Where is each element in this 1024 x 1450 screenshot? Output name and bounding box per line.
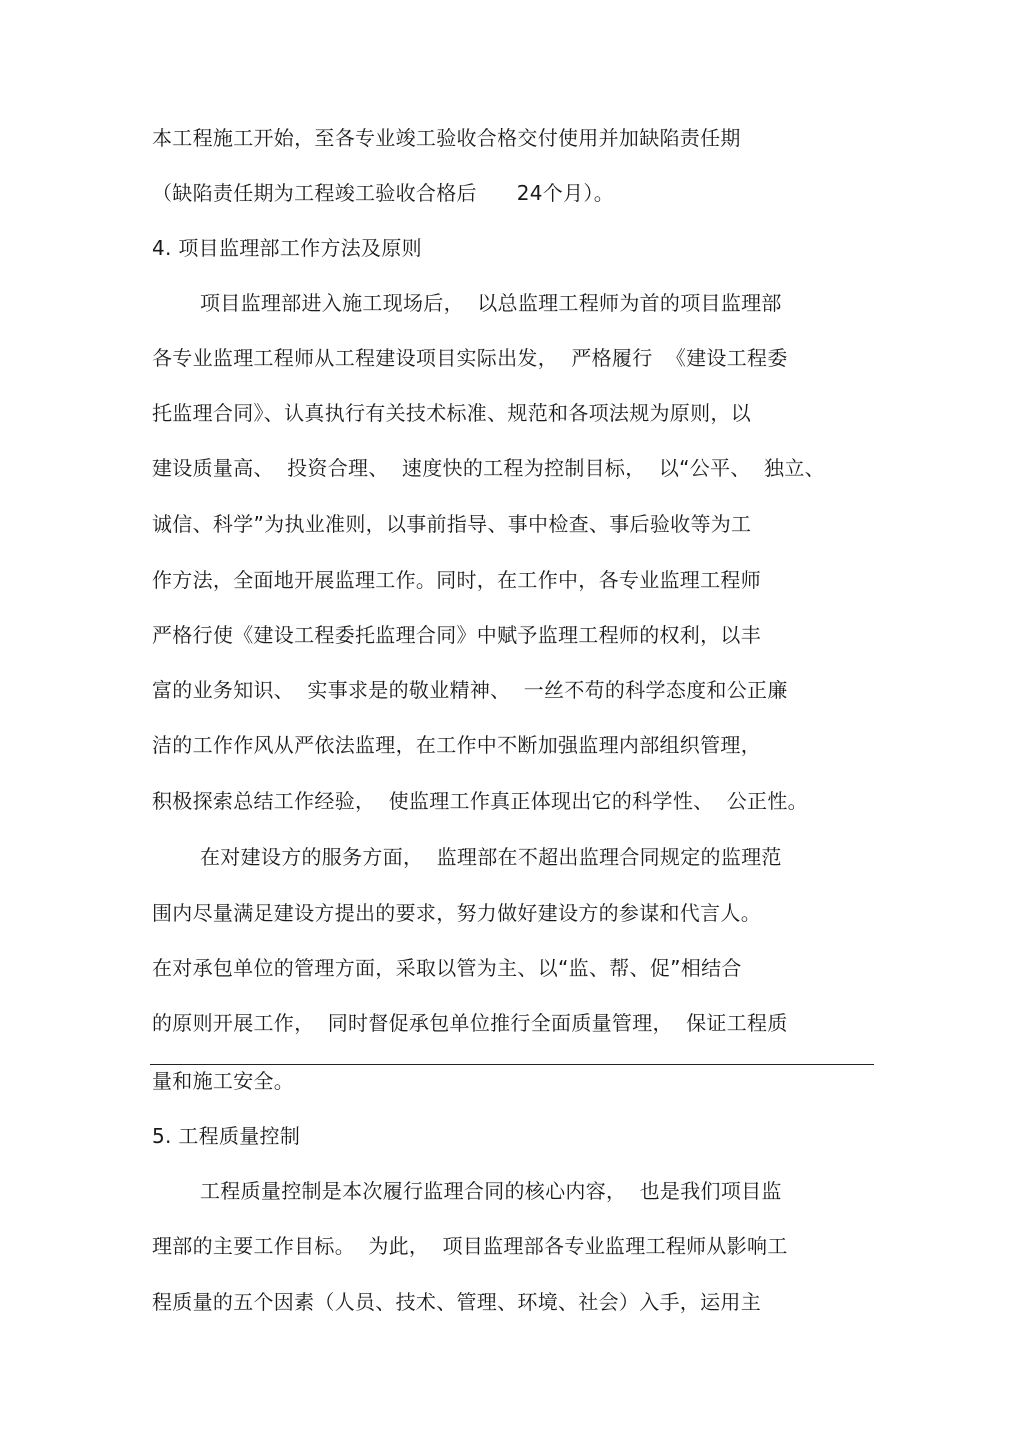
text-line: 的原则开展工作， 同时督促承包单位推行全面质量管理， 保证工程质	[152, 1011, 788, 1035]
text-line: 理部的主要工作目标。 为此， 项目监理部各专业监理工程师从影响工	[152, 1234, 788, 1258]
text-line: 建设质量高、 投资合理、 速度快的工程为控制目标， 以“公平、 独立、	[152, 456, 825, 480]
text-line: （缺陷责任期为工程竣工验收合格后 24个月）。	[152, 181, 614, 205]
text-line: 本工程施工开始，至各专业竣工验收合格交付使用并加缺陷责任期	[152, 126, 741, 150]
text-line: 各专业监理工程师从工程建设项目实际出发， 严格履行 《建设工程委	[152, 346, 788, 370]
section-heading: 5. 工程质量控制	[152, 1124, 301, 1148]
text-line: 围内尽量满足建设方提出的要求，努力做好建设方的参谋和代言人。	[152, 901, 761, 925]
horizontal-rule	[150, 1064, 874, 1065]
text-line: 富的业务知识、 实事求是的敬业精神、 一丝不苟的科学态度和公正廉	[152, 678, 788, 702]
section-heading: 4. 项目监理部工作方法及原则	[152, 236, 422, 260]
text-line: 严格行使《建设工程委托监理合同》中赋予监理工程师的权利，以丰	[152, 623, 761, 647]
text-line: 积极探索总结工作经验， 使监理工作真正体现出它的科学性、 公正性。	[152, 789, 808, 813]
text-line: 量和施工安全。	[152, 1069, 295, 1093]
paragraph-start-line: 在对建设方的服务方面， 监理部在不超出监理合同规定的监理范	[200, 845, 782, 869]
text-line: 作方法，全面地开展监理工作。同时，在工作中，各专业监理工程师	[152, 568, 761, 592]
text-line: 洁的工作作风从严依法监理，在工作中不断加强监理内部组织管理，	[152, 733, 761, 757]
paragraph-start-line: 工程质量控制是本次履行监理合同的核心内容， 也是我们项目监	[200, 1179, 782, 1203]
paragraph-start-line: 项目监理部进入施工现场后， 以总监理工程师为首的项目监理部	[200, 291, 782, 315]
text-line: 诚信、科学”为执业准则，以事前指导、事中检查、事后验收等为工	[152, 512, 752, 536]
text-line: 在对承包单位的管理方面，采取以管为主、以“监、帮、促”相结合	[152, 956, 742, 980]
text-line: 托监理合同》、认真执行有关技术标准、规范和各项法规为原则，以	[152, 401, 751, 425]
text-line: 程质量的五个因素（人员、技术、管理、环境、社会）入手，运用主	[152, 1290, 761, 1314]
